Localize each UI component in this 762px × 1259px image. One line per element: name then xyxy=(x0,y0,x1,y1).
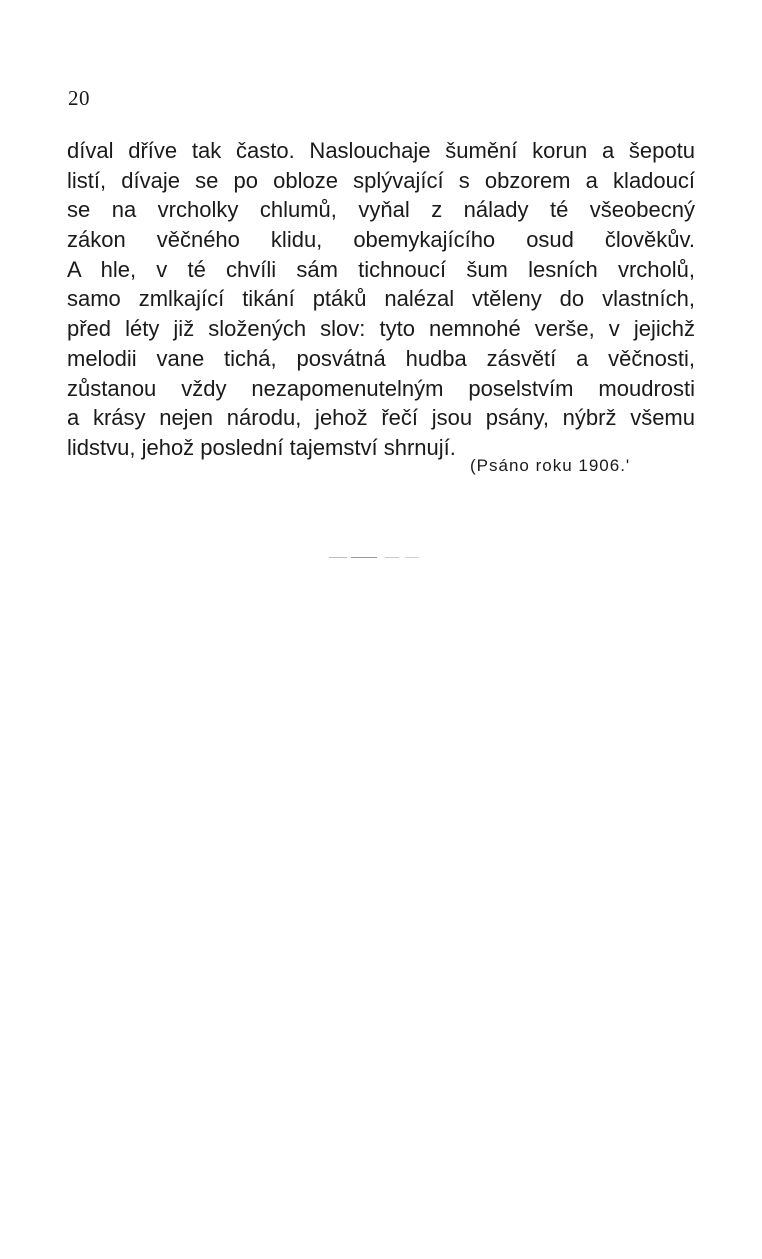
text-line: se na vrcholky chlumů, vyňal z nálady té všeobecný xyxy=(67,197,695,223)
page-number: 20 xyxy=(68,86,90,110)
text-line: zůstanou vždy nezapomenutelným poselstvím moudrosti xyxy=(67,375,695,401)
section-divider xyxy=(329,557,419,558)
text-line: před léty již složených slov: tyto nemnohé verše, v jejichž xyxy=(67,316,695,342)
text-line: melodii vane tichá, posvátná hudba zásvětí a věčnosti, xyxy=(67,345,695,371)
text-line: a krásy nejen národu, jehož řečí jsou psány, nýbrž všemu xyxy=(67,405,695,431)
text-line: díval dříve tak často. Naslouchaje šumění korun a šepotu xyxy=(67,138,695,163)
date-note: (Psáno roku 1906.' xyxy=(470,456,631,475)
text-line: samo zmlkající tikání ptáků nalézal vtěleny do vlastních, xyxy=(67,286,695,312)
text-line-last: lidstvu, jehož poslední tajemství shrnují. xyxy=(67,434,456,460)
body-paragraph xyxy=(67,136,695,463)
text-line: listí, dívaje se po obloze splývající s obzorem a kladoucí xyxy=(67,167,695,193)
text-line: zákon věčného klidu, obemykajícího osud člověkův. xyxy=(67,227,695,253)
text-line: A hle, v té chvíli sám tichnoucí šum lesních vrcholů, xyxy=(67,256,695,282)
